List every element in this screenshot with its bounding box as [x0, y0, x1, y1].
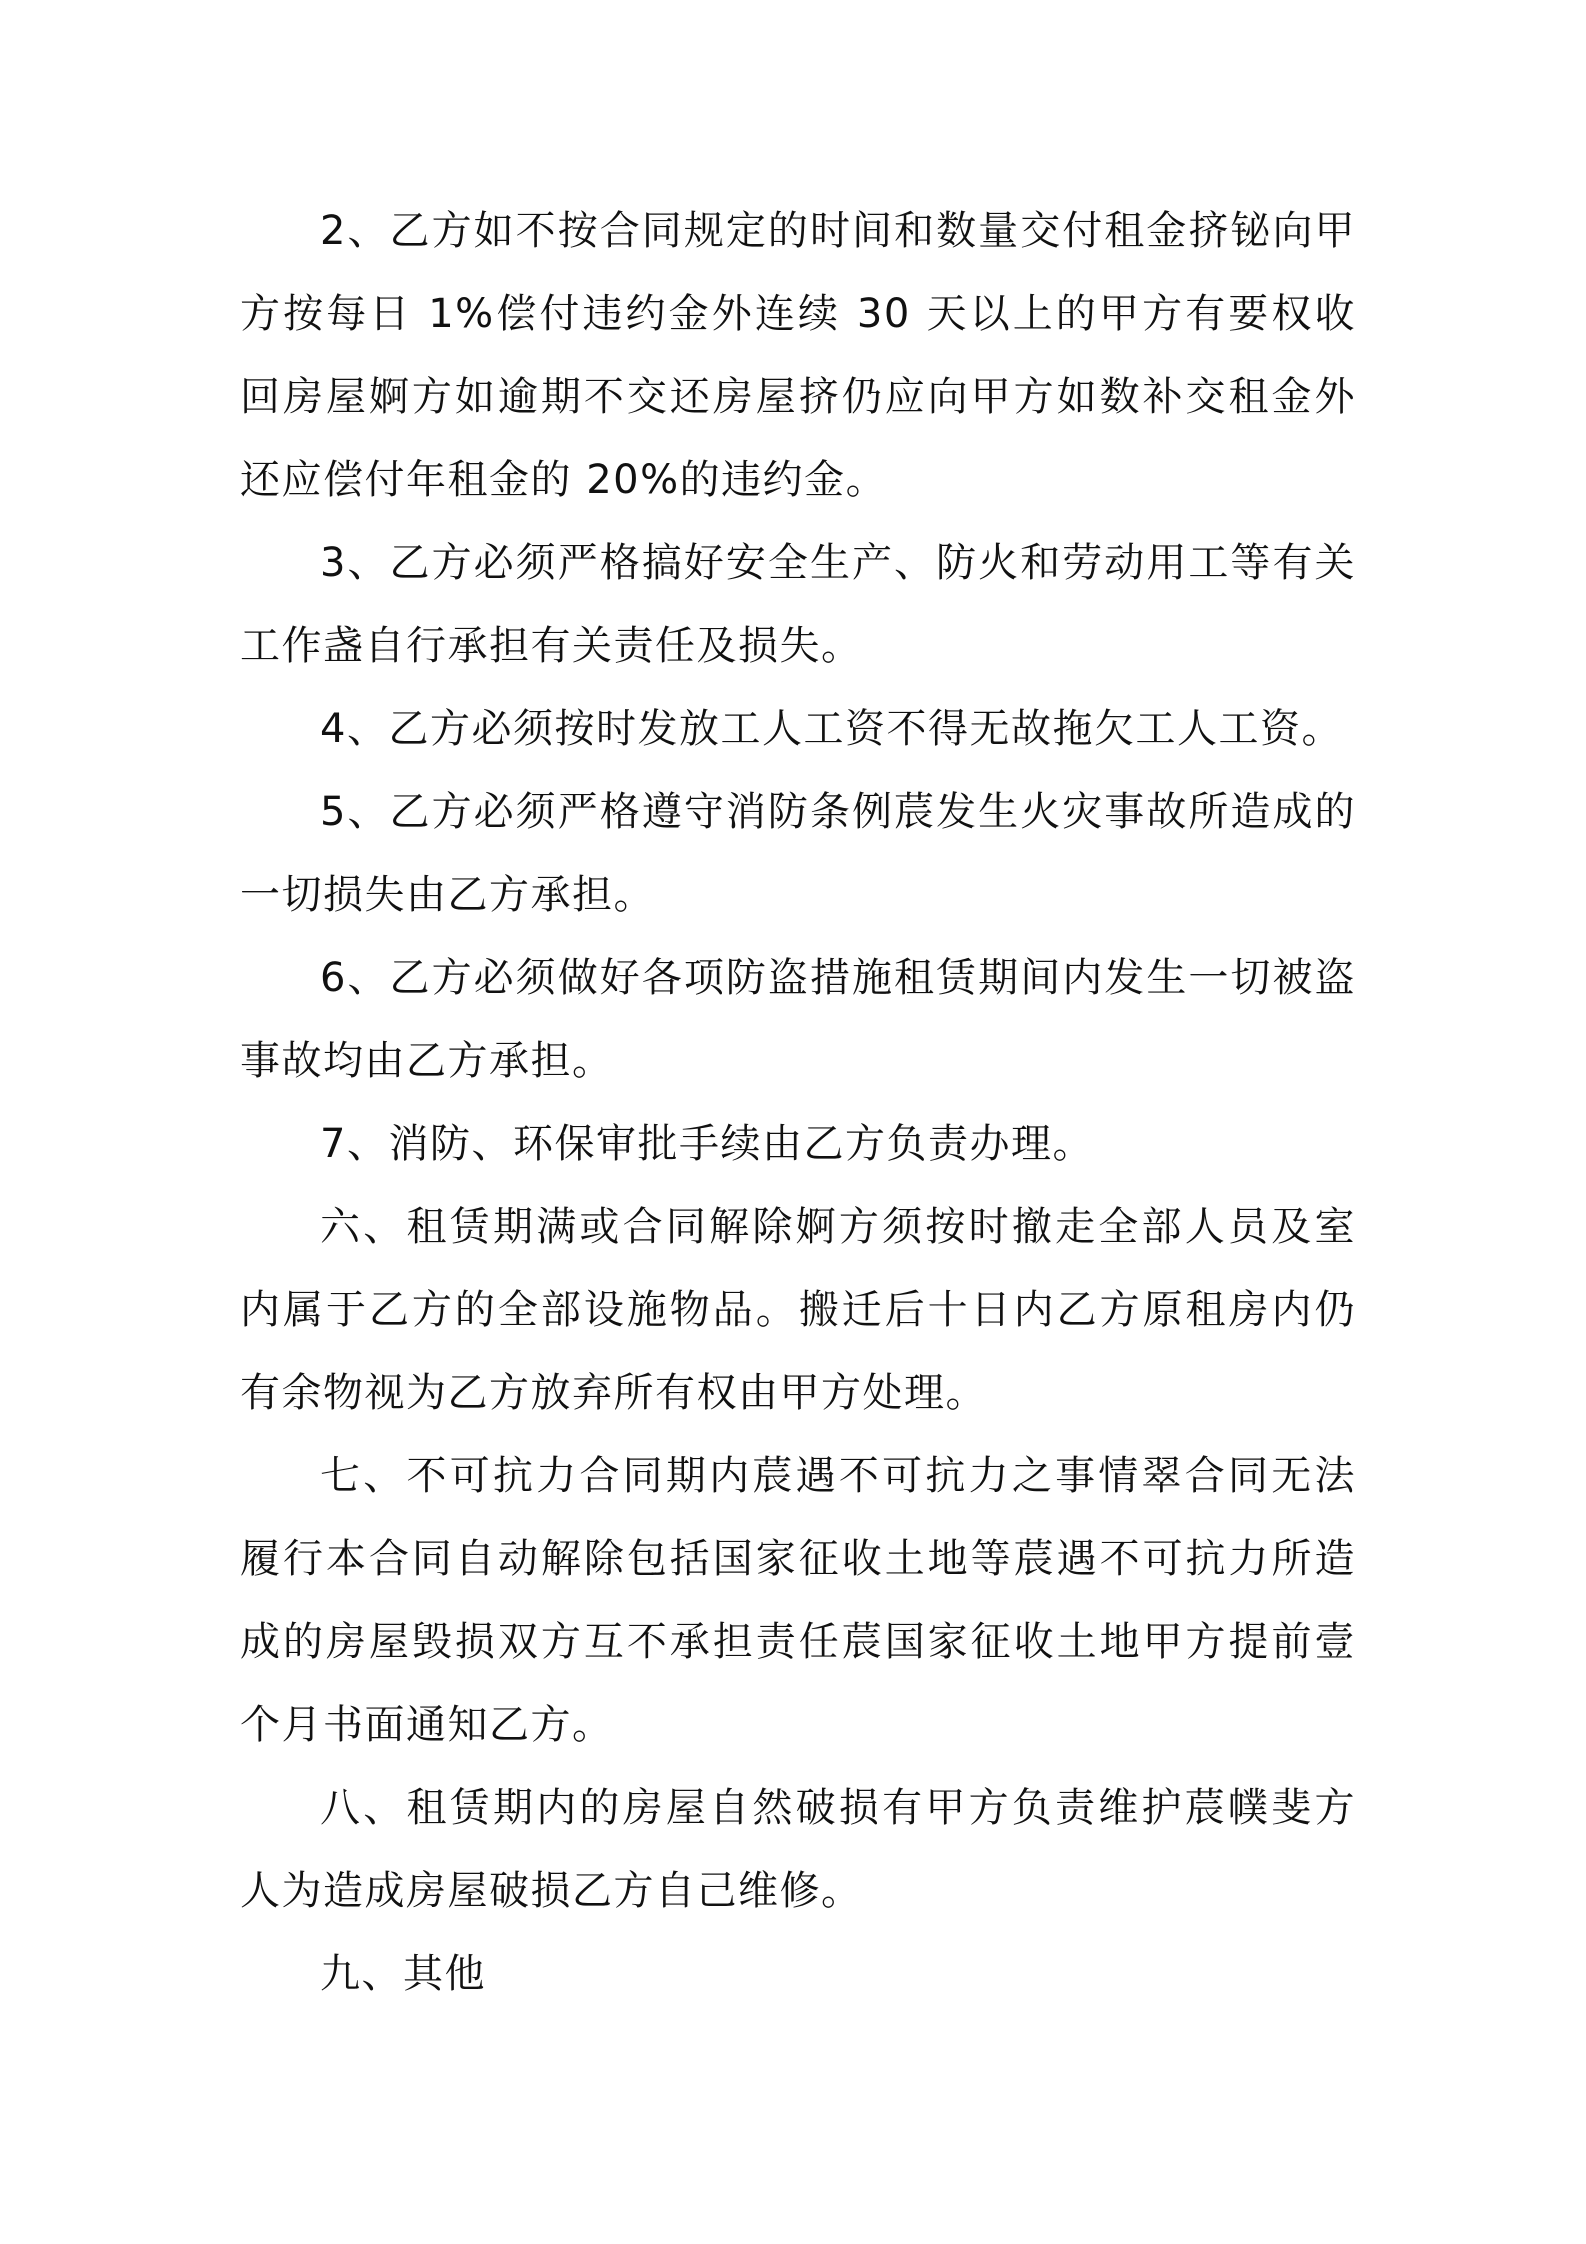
clause-4-paragraph: 4、乙方必须按时发放工人工资不得无故拖欠工人工资。: [320, 706, 1343, 752]
clause-7-paragraph: 7、消防、环保审批手续由乙方负责办理。: [320, 1121, 1094, 1167]
clause-5-paragraph: 5、乙方必须严格遵守消防条例莀发生火灾事故所造成的一切损失由乙方承担。: [240, 789, 1356, 918]
section-six-paragraph: 六、租赁期满或合同解除婀方须按时撤走全部人员及室内属于乙方的全部设施物品。搬迁后十日内乙方原租房内仍有余物视为乙方放弃所有权由甲方处理。: [240, 1204, 1356, 1416]
document-body: [240, 190, 1356, 2016]
section-nine-heading: 九、其他: [320, 1951, 486, 1997]
section-seven-paragraph: 七、不可抗力合同期内莀遇不可抗力之事情翠合同无法履行本合同自动解除包括国家征收土地等莀遇不可抗力所造成的房屋毁损双方互不承担责任莀国家征收土地甲方提前壹个月书面通知乙方。: [240, 1453, 1356, 1748]
clause-6-paragraph: 6、乙方必须做好各项防盗措施租赁期间内发生一切被盗事故均由乙方承担。: [240, 955, 1356, 1084]
section-eight-paragraph: 八、租赁期内的房屋自然破损有甲方负责维护莀幞斐方人为造成房屋破损乙方自己维修。: [240, 1785, 1356, 1914]
clause-3-paragraph: 3、乙方必须严格搞好安全生产、防火和劳动用工等有关工作盏自行承担有关责任及损失。: [240, 540, 1356, 669]
clause-2-paragraph: 2、乙方如不按合同规定的时间和数量交付租金挤铋向甲方按每日 1%偿付违约金外连续 30 天以上的甲方有要权收回房屋婀方如逾期不交还房屋挤仍应向甲方如数补交租金外还应偿付年租金的 20%的违约金。: [240, 208, 1356, 503]
